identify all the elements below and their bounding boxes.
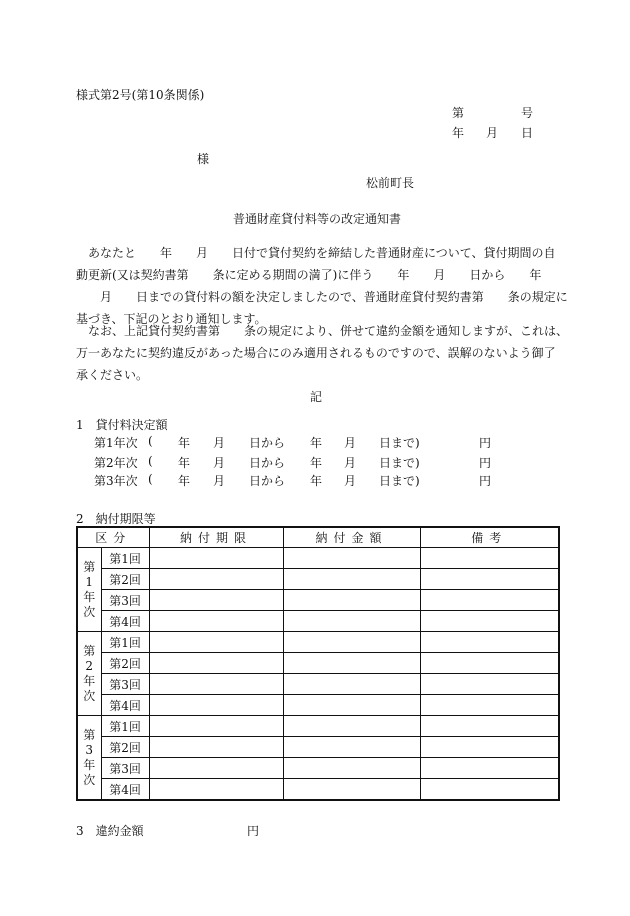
document-title: 普通財産貸付料等の改定通知書 <box>233 212 402 226</box>
due-date-cell <box>149 548 283 569</box>
table-row <box>77 737 559 758</box>
fee-from-day: 日から <box>249 456 286 470</box>
date-year: 年 <box>452 126 465 140</box>
due-date-cell <box>149 653 283 674</box>
year-cell <box>77 716 101 801</box>
fee-from-day: 日から <box>249 436 286 450</box>
remarks-cell <box>420 611 559 632</box>
remarks-cell <box>420 590 559 611</box>
penalty-yen: 円 <box>247 824 260 838</box>
due-date-cell <box>149 611 283 632</box>
date-day: 日 <box>521 126 534 140</box>
amount-cell <box>283 737 420 758</box>
section1-heading: 1 貸付料決定額 <box>76 418 168 432</box>
section2-heading: 2 納付期限等 <box>76 512 156 526</box>
header-amount: 納付金額 <box>283 527 420 548</box>
section3-heading: 3 違約金額 <box>76 824 144 838</box>
fee-from-month: 月 <box>213 456 226 470</box>
fee-open-paren: ( <box>148 434 153 448</box>
amount-cell <box>283 548 420 569</box>
amount-cell <box>283 569 420 590</box>
due-date-cell <box>149 737 283 758</box>
installment-label: 第2回 <box>101 569 149 590</box>
body-line: 万一あなたに契約違反があった場合にのみ適用されるものですので、誤解のないよう御了 <box>76 346 556 360</box>
fee-to-day: 日まで) <box>379 456 420 470</box>
body-paragraph-2 <box>76 320 569 386</box>
year-char: 第 <box>83 727 96 742</box>
due-date-cell <box>149 779 283 801</box>
fee-to-year: 年 <box>310 436 323 450</box>
installment-label: 第4回 <box>101 611 149 632</box>
amount-cell <box>283 653 420 674</box>
fee-to-day: 日まで) <box>379 436 420 450</box>
doc-number-dai: 第 <box>452 106 465 120</box>
installment-label: 第2回 <box>101 737 149 758</box>
year-char: 第 <box>83 559 96 574</box>
payment-schedule-table <box>76 526 560 801</box>
body-line: 基づき、下記のとおり通知します。 <box>76 312 267 326</box>
form-header: 様式第2号(第10条関係) <box>76 88 205 102</box>
fee-to-year: 年 <box>310 456 323 470</box>
fee-yen: 円 <box>479 436 492 450</box>
fee-from-year: 年 <box>178 456 191 470</box>
header-due-date: 納付期限 <box>149 527 283 548</box>
table-row <box>77 779 559 801</box>
year-char: 1 <box>85 574 94 589</box>
amount-cell <box>283 590 420 611</box>
header-remarks: 備考 <box>420 527 559 548</box>
fee-year-label: 第3年次 <box>94 474 138 488</box>
body-line: なお、上記貸付契約書第 条の規定により、併せて違約金額を通知しますが、これは、 <box>88 324 569 338</box>
amount-cell <box>283 716 420 737</box>
table-row <box>77 548 559 569</box>
year-cell <box>77 548 101 632</box>
table-row <box>77 611 559 632</box>
fee-to-month: 月 <box>344 456 357 470</box>
installment-label: 第1回 <box>101 632 149 653</box>
ki-label: 記 <box>310 390 323 404</box>
header-kubun: 区分 <box>77 527 149 548</box>
due-date-cell <box>149 590 283 611</box>
amount-cell <box>283 758 420 779</box>
installment-label: 第3回 <box>101 758 149 779</box>
issuer: 松前町長 <box>366 176 415 190</box>
fee-to-year: 年 <box>310 474 323 488</box>
remarks-cell <box>420 758 559 779</box>
amount-cell <box>283 779 420 801</box>
remarks-cell <box>420 548 559 569</box>
table-header-row <box>77 527 559 548</box>
amount-cell <box>283 695 420 716</box>
due-date-cell <box>149 758 283 779</box>
amount-cell <box>283 611 420 632</box>
remarks-cell <box>420 569 559 590</box>
fee-year-label: 第2年次 <box>94 456 138 470</box>
remarks-cell <box>420 716 559 737</box>
body-line: 動更新(又は契約書第 条に定める期間の満了)に伴う 年 月 日から 年 <box>76 268 542 282</box>
table-row <box>77 716 559 737</box>
year-char: 次 <box>83 772 96 787</box>
fee-to-month: 月 <box>344 474 357 488</box>
fee-from-year: 年 <box>178 436 191 450</box>
due-date-cell <box>149 695 283 716</box>
table-row <box>77 590 559 611</box>
body-line: あなたと 年 月 日付で貸付契約を締結した普通財産について、貸付期間の自 <box>88 246 556 260</box>
installment-label: 第3回 <box>101 590 149 611</box>
due-date-cell <box>149 632 283 653</box>
fee-open-paren: ( <box>148 454 153 468</box>
installment-label: 第1回 <box>101 548 149 569</box>
fee-open-paren: ( <box>148 472 153 486</box>
due-date-cell <box>149 674 283 695</box>
table-row <box>77 695 559 716</box>
remarks-cell <box>420 779 559 801</box>
body-line: 承ください。 <box>76 368 149 382</box>
addressee-suffix: 様 <box>197 152 210 166</box>
year-char: 次 <box>83 604 96 619</box>
year-char: 年 <box>83 673 96 688</box>
table-row <box>77 674 559 695</box>
installment-label: 第4回 <box>101 695 149 716</box>
remarks-cell <box>420 653 559 674</box>
remarks-cell <box>420 632 559 653</box>
fee-year-label: 第1年次 <box>94 436 138 450</box>
remarks-cell <box>420 695 559 716</box>
installment-label: 第3回 <box>101 674 149 695</box>
year-char: 2 <box>85 658 94 673</box>
remarks-cell <box>420 674 559 695</box>
table-row <box>77 632 559 653</box>
due-date-cell <box>149 716 283 737</box>
year-char: 第 <box>83 643 96 658</box>
due-date-cell <box>149 569 283 590</box>
installment-label: 第2回 <box>101 653 149 674</box>
installment-label: 第4回 <box>101 779 149 801</box>
table-row <box>77 758 559 779</box>
year-cell <box>77 632 101 716</box>
fee-from-month: 月 <box>213 474 226 488</box>
installment-label: 第1回 <box>101 716 149 737</box>
doc-number-go: 号 <box>521 106 534 120</box>
year-char: 年 <box>83 757 96 772</box>
fee-from-day: 日から <box>249 474 286 488</box>
fee-to-day: 日まで) <box>379 474 420 488</box>
table-row <box>77 569 559 590</box>
fee-yen: 円 <box>479 474 492 488</box>
fee-from-year: 年 <box>178 474 191 488</box>
body-line: 月 日までの貸付料の額を決定しましたので、普通財産貸付契約書第 条の規定に <box>76 290 568 304</box>
amount-cell <box>283 632 420 653</box>
fee-from-month: 月 <box>213 436 226 450</box>
amount-cell <box>283 674 420 695</box>
body-paragraph-1 <box>76 242 568 330</box>
fee-yen: 円 <box>479 456 492 470</box>
year-char: 年 <box>83 589 96 604</box>
table-row <box>77 653 559 674</box>
remarks-cell <box>420 737 559 758</box>
year-char: 次 <box>83 688 96 703</box>
year-char: 3 <box>85 742 94 757</box>
date-month: 月 <box>486 126 499 140</box>
fee-to-month: 月 <box>344 436 357 450</box>
